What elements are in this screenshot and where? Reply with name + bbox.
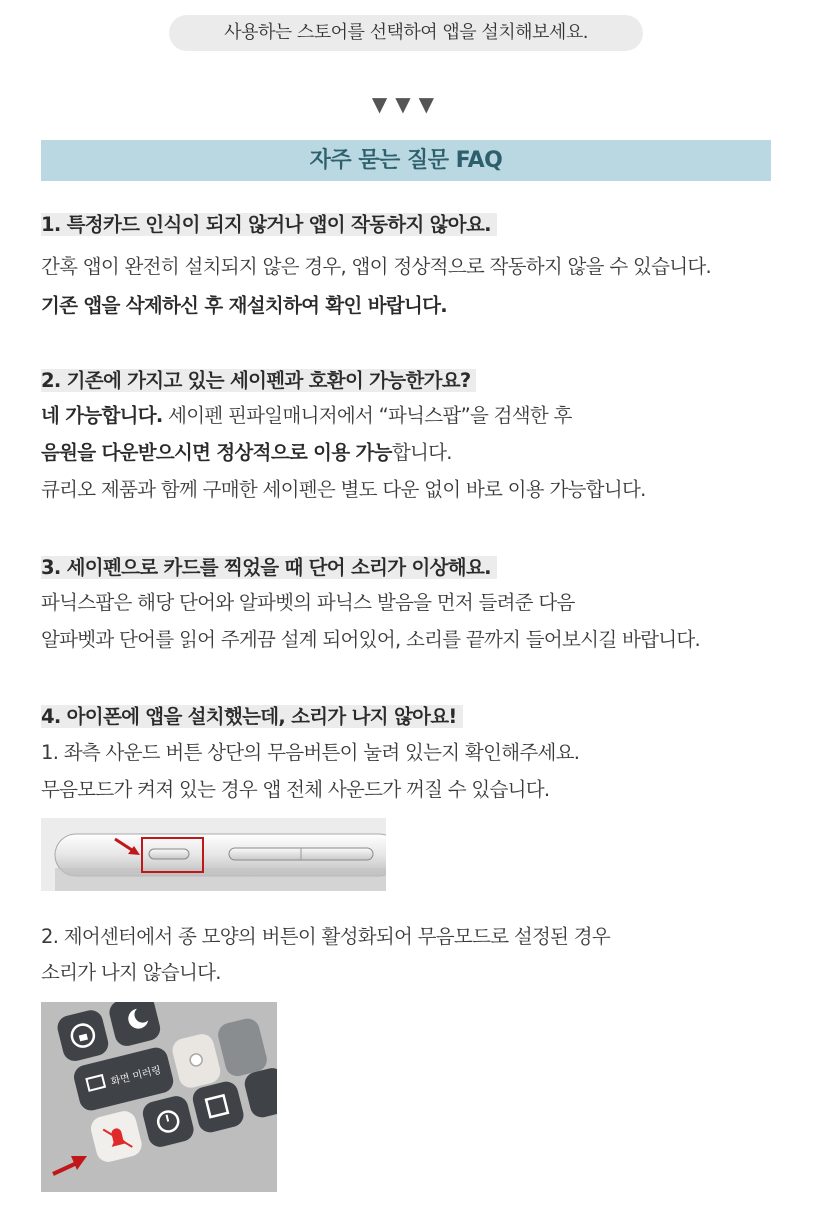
faq-answer-3-line-2: 알파벳과 단어를 읽어 주게끔 설계 되어있어, 소리를 끝까지 들어보시길 바랍니다. [41,628,701,651]
faq-answer-3-line-1: 파닉스팝은 해당 단어와 알파벳의 파닉스 발음을 먼저 들려준 다음 [41,591,575,614]
faq-answer-4-line-1: 1. 좌측 사운드 버튼 상단의 무음버튼이 눌려 있는지 확인해주세요. [41,741,580,764]
faq-answer-1-line-2: 기존 앱을 삭제하신 후 재설치하여 확인 바랍니다. [41,294,447,317]
faq-answer-4-line-2: 무음모드가 켜져 있는 경우 앱 전체 사운드가 꺼질 수 있습니다. [41,778,550,801]
faq-answer-2-line-1: 네 가능합니다. 세이펜 핀파일매니저에서 “파닉스팝”을 검색한 후 [41,404,572,427]
iphone-mute-switch-photo [41,818,386,891]
control-center-illustration [41,1002,277,1192]
down-arrows-icon: ▼▼▼ [371,92,443,116]
faq-answer-1-line-1: 간혹 앱이 완전히 설치되지 않은 경우, 앱이 정상적으로 작동하지 않을 수 있습니다. [41,255,712,278]
faq-answer-4-line-3: 2. 제어센터에서 종 모양의 버튼이 활성화되어 무음모드로 설정된 경우 [41,925,611,948]
iphone-side-illustration [41,818,386,891]
faq-answer-4-line-4: 소리가 나지 않습니다. [41,961,221,984]
faq-answer-2-line-2: 음원을 다운받으시면 정상적으로 이용 가능합니다. [41,441,452,464]
faq-question-2: 2. 기존에 가지고 있는 세이펜과 호환이 가능한가요? [41,366,476,396]
control-center-photo [41,1002,277,1192]
faq-title-bar: 자주 묻는 질문 FAQ [41,140,771,181]
faq-question-4: 4. 아이폰에 앱을 설치했는데, 소리가 나지 않아요! [41,702,463,732]
faq-question-1: 1. 특정카드 인식이 되지 않거나 앱이 작동하지 않아요. [41,210,497,240]
faq-question-3: 3. 세이펜으로 카드를 찍었을 때 단어 소리가 이상해요. [41,553,497,583]
store-guide-pill: 사용하는 스토어를 선택하여 앱을 설치해보세요. [169,15,643,51]
screen-mirroring-label: 화면 미러링 [109,1064,163,1088]
faq-answer-2-line-3: 큐리오 제품과 함께 구매한 세이펜은 별도 다운 없이 바로 이용 가능합니다. [41,478,646,501]
